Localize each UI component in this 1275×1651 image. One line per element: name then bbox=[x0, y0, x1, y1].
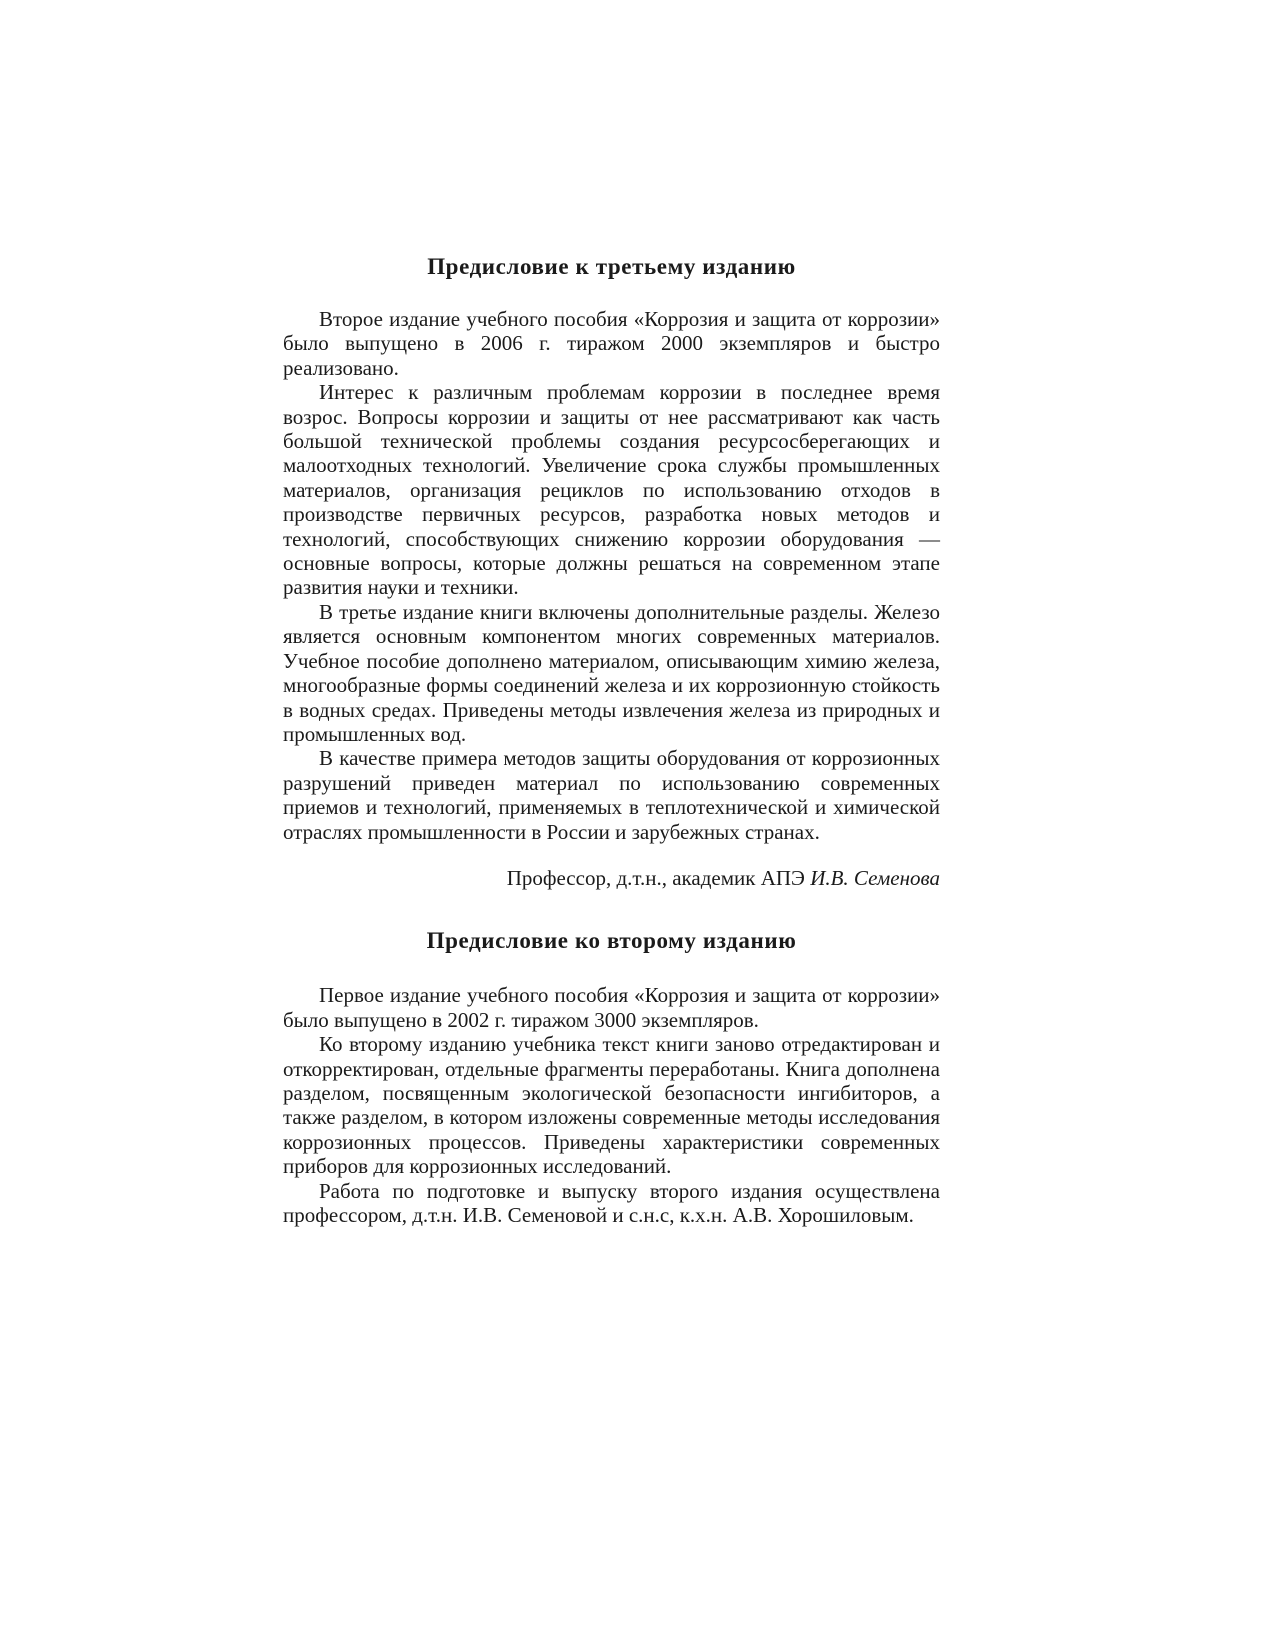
preface-second-paragraph-2: Ко второму изданию учебника текст книги заново отредактирован и откорректирован, отдельные фрагменты переработаны. Книга дополнена разделом, посвященным экологической безопасности ингибиторов, а также разделом, в котором изложены современные методы исследования коррозионных процессов. Приведены характеристики современных приборов для коррозионных исследований. bbox=[283, 1032, 940, 1179]
signature-author-name: И.В. Семенова bbox=[810, 865, 940, 890]
preface-third-paragraph-4: В качестве примера методов защиты оборудования от коррозионных разрушений приведен материал по использованию современных приемов и технологий, применяемых в теплотехнической и химической отраслях промышленности в России и зарубежных странах. bbox=[283, 746, 940, 844]
preface-third-signature bbox=[283, 866, 940, 890]
preface-second-title: Предисловие ко второму изданию bbox=[426, 928, 797, 954]
preface-third-paragraph-1: Второе издание учебного пособия «Коррозия и защита от коррозии» было выпущено в 2006 г. тиражом 2000 экземпляров и быстро реализовано. bbox=[283, 307, 940, 380]
preface-third-paragraph-3: В третье издание книги включены дополнительные разделы. Железо является основным компонентом многих современных материалов. Учебное пособие дополнено материалом, описывающим химию железа, многообразные формы соединений железа и их коррозионную стойкость в водных средах. Приведены методы извлечения железа из природных и промышленных вод. bbox=[283, 599, 940, 746]
preface-third-paragraph-2: Интерес к различным проблемам коррозии в последнее время возрос. Вопросы коррозии и защиты от нее рассматривают как часть большой технической проблемы создания ресурсосберегающих и малоотходных технологий. Увеличение срока службы промышленных материалов, организация рециклов по использованию отходов в производстве первичных ресурсов, разработка новых методов и технологий, способствующих снижению коррозии оборудования — основные вопросы, которые должны решаться на современном этапе развития науки и техники. bbox=[283, 380, 940, 600]
signature-credentials: Профессор, д.т.н., академик АПЭ bbox=[506, 865, 805, 890]
preface-second-paragraph-3: Работа по подготовке и выпуску второго издания осуществлена профессором, д.т.н. И.В. Семеновой и с.н.с, к.х.н. А.В. Хорошиловым. bbox=[283, 1178, 940, 1227]
preface-third-title: Предисловие к третьему изданию bbox=[427, 254, 796, 279]
document-page bbox=[283, 252, 940, 1227]
preface-second-paragraph-1: Первое издание учебного пособия «Коррозия и защита от коррозии» было выпущено в 2002 г. тиражом 3000 экземпляров. bbox=[283, 983, 940, 1032]
